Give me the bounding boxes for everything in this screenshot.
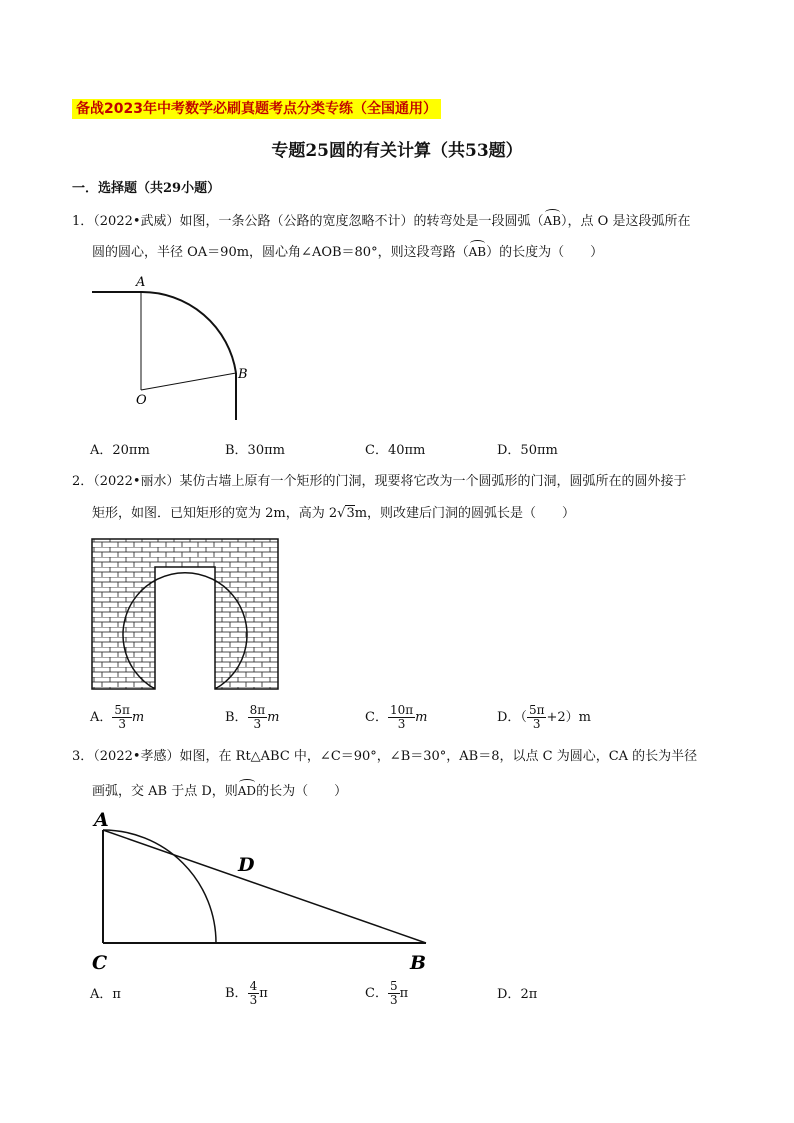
point-label-A: A	[94, 809, 109, 831]
point-label-O: O	[136, 393, 147, 408]
radius-OB	[141, 373, 236, 390]
point-label-B: B	[410, 952, 427, 974]
q1-option-b[interactable]: B．30πm	[225, 443, 285, 458]
q2-option-d[interactable]: D．（ $\frac{5\pi}{3}$ +2）m	[497, 703, 591, 731]
q2-text-part: m，则改建后门洞的圆弧长是（ ）	[354, 506, 576, 521]
fraction: $\frac{5\pi}{3}$	[528, 703, 545, 731]
sqrt-radicand: 3	[346, 506, 355, 521]
q3-line1: 3．（2022•孝感）如图，在 Rt△ABC 中，∠C＝90°，∠B＝30°，AB＝8，以点 C 为圆心，CA 的长为半径	[72, 749, 698, 764]
fraction: $\frac{8\pi}{3}$	[249, 703, 266, 731]
side-AB	[103, 830, 426, 943]
q1-option-d[interactable]: D．50πm	[497, 443, 558, 458]
q2-line2: 矩形，如图．已知矩形的宽为 2m，高为 2√3m，则改建后门洞的圆弧长是（ ）	[92, 506, 576, 521]
section-heading: 一．选择题（共29小题）	[72, 181, 221, 196]
q1-line2	[92, 240, 603, 262]
q3-option-a[interactable]: A．π	[90, 987, 121, 1002]
q1-line1	[72, 209, 690, 231]
arc-notation: AB	[469, 240, 486, 261]
q1-text-part: ）的长度为（ ）	[486, 245, 604, 260]
q3-line2	[92, 779, 347, 801]
point-label-B: B	[238, 367, 248, 382]
arc-notation: AB	[544, 209, 561, 230]
q2-line1: 2．（2022•丽水）某仿古墙上原有一个矩形的门洞，现要将它改为一个圆弧形的门洞，圆弧所在的圆外接于	[72, 474, 687, 489]
point-label-C: C	[92, 952, 108, 974]
brick-wall	[92, 539, 278, 689]
q1-road-figure	[88, 270, 268, 425]
q1-text-part: 1．（2022•武威）如图，一条公路（公路的宽度忽略不计）的转弯处是一段圆弧（	[72, 214, 544, 229]
point-label-A: A	[136, 275, 146, 290]
road-arc	[141, 292, 236, 373]
q3-triangle-figure	[88, 805, 438, 977]
q3-option-c[interactable]: C． $\frac{5}{3}$ π	[365, 979, 409, 1007]
q1-option-a[interactable]: A．20πm	[90, 443, 150, 458]
point-label-D: D	[238, 854, 255, 876]
q2-doorway-figure	[90, 537, 280, 691]
q2-option-b[interactable]: B． $\frac{8\pi}{3}$ m	[225, 703, 280, 731]
q3-text-part: 画弧，交 AB 于点 D，则	[92, 784, 238, 799]
fraction: $\frac{5}{3}$	[389, 979, 398, 1007]
arc-notation: AD	[238, 779, 256, 800]
fraction: $\frac{5\pi}{3}$	[114, 703, 130, 731]
q1-text-part: ），点 O 是这段弧所在	[561, 214, 691, 229]
fraction: $\frac{4}{3}$	[249, 979, 258, 1007]
q1-option-c[interactable]: C．40πm	[365, 443, 426, 458]
series-banner: 备战2023年中考数学必刷真题考点分类专练（全国通用）	[72, 99, 441, 119]
q3-option-b[interactable]: B． $\frac{4}{3}$ π	[225, 979, 268, 1007]
q2-text-part: 矩形，如图．已知矩形的宽为 2m，高为 2	[92, 506, 338, 521]
page-title: 专题25圆的有关计算（共53题）	[271, 141, 523, 161]
q3-option-d[interactable]: D．2π	[497, 987, 538, 1002]
arc-AD	[103, 830, 216, 943]
q3-text-part: 的长为（ ）	[256, 784, 348, 799]
q1-text-part: 圆的圆心，半径 OA＝90m，圆心角∠AOB＝80°，则这段弯路（	[92, 245, 469, 260]
fraction: $\frac{10\pi}{3}$	[389, 703, 414, 731]
q2-option-c[interactable]: C． $\frac{10\pi}{3}$ m	[365, 703, 428, 731]
q2-option-a[interactable]: A． $\frac{5\pi}{3}$ m	[90, 703, 145, 731]
